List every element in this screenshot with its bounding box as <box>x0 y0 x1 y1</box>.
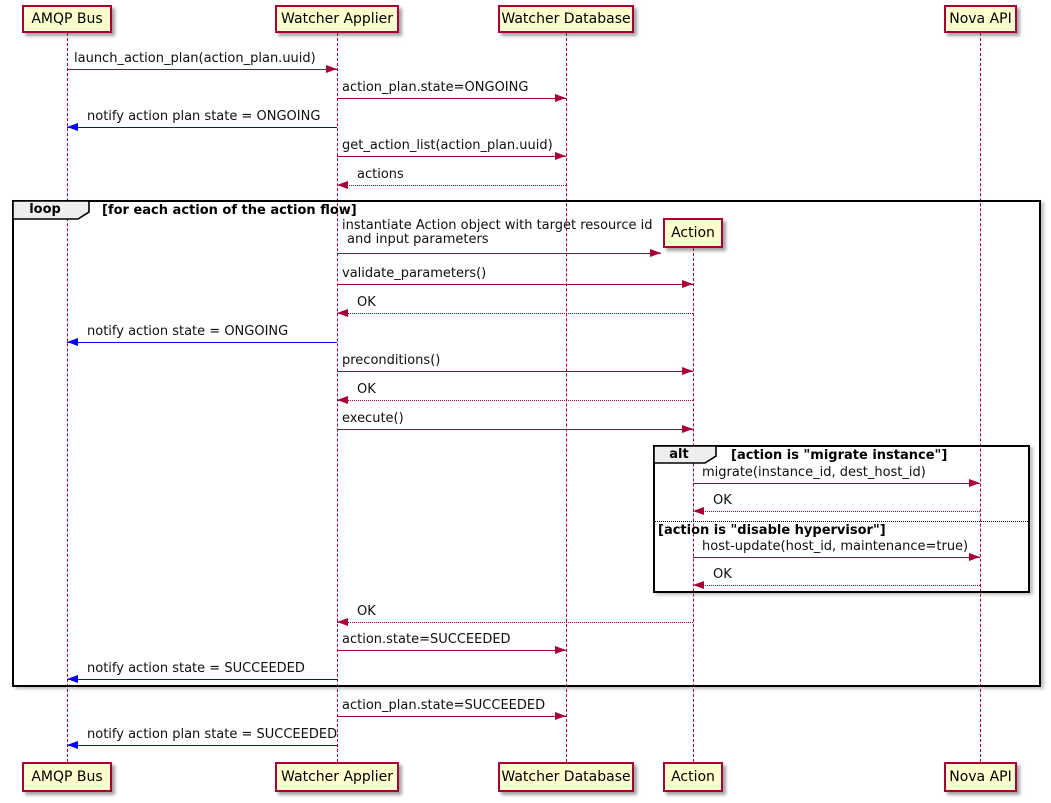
message-label: migrate(instance_id, dest_host_id) <box>702 465 926 480</box>
participant-watcher-database: Watcher Database <box>498 5 634 33</box>
participant-watcher-database: Watcher Database <box>498 762 634 792</box>
message-line <box>337 98 566 99</box>
message-label: OK <box>713 493 732 508</box>
arrowhead-left-icon <box>337 618 348 626</box>
message-line <box>337 253 661 254</box>
fragment-loop <box>12 200 1041 687</box>
arrowhead-left-icon <box>693 507 704 515</box>
alt-divider <box>655 521 1028 522</box>
alt-guard-disable: [action is "disable hypervisor"] <box>658 523 886 538</box>
message-line <box>337 650 566 651</box>
arrowhead-right-icon <box>969 553 980 561</box>
message-line <box>337 156 566 157</box>
message-label: notify action plan state = SUCCEEDED <box>87 727 338 742</box>
arrowhead-right-icon <box>682 367 693 375</box>
message-label: notify action state = ONGOING <box>87 324 289 339</box>
message-label: validate_parameters() <box>342 266 487 281</box>
message-line <box>337 371 693 372</box>
arrowhead-right-icon <box>682 425 693 433</box>
message-line <box>337 185 566 186</box>
message-line <box>337 400 693 401</box>
message-label: OK <box>713 567 732 582</box>
participant-nova-api: Nova API <box>944 5 1017 33</box>
message-line <box>67 745 337 746</box>
message-label: actions <box>357 167 404 182</box>
message-line <box>67 127 337 128</box>
message-label: launch_action_plan(action_plan.uuid) <box>74 51 316 66</box>
arrowhead-left-icon <box>337 309 348 317</box>
arrowhead-left-icon <box>693 581 704 589</box>
participant-action: Action <box>663 218 723 248</box>
arrowhead-left-icon <box>337 396 348 404</box>
arrowhead-right-icon <box>555 94 566 102</box>
alt-operator-label: alt <box>669 447 689 462</box>
message-label: OK <box>357 382 376 397</box>
arrowhead-right-icon <box>555 646 566 654</box>
message-label: notify action plan state = ONGOING <box>87 109 321 124</box>
message-label: action.state=SUCCEEDED <box>342 632 511 647</box>
arrowhead-right-icon <box>555 152 566 160</box>
message-line <box>693 483 980 484</box>
message-line <box>337 716 566 717</box>
message-line <box>67 342 337 343</box>
message-line <box>337 313 693 314</box>
arrowhead-left-icon <box>67 741 78 749</box>
alt-guard-migrate: [action is "migrate instance"] <box>731 448 948 463</box>
message-line <box>337 429 693 430</box>
message-label: action_plan.state=ONGOING <box>342 80 529 95</box>
message-label: OK <box>357 295 376 310</box>
arrowhead-left-icon <box>67 123 78 131</box>
participant-watcher-applier: Watcher Applier <box>275 5 399 33</box>
message-line <box>337 622 693 623</box>
message-label: preconditions() <box>342 353 441 368</box>
participant-amqp-bus: AMQP Bus <box>22 5 112 33</box>
message-label: OK <box>357 604 376 619</box>
arrowhead-left-icon <box>337 181 348 189</box>
arrowhead-left-icon <box>67 338 78 346</box>
message-label: get_action_list(action_plan.uuid) <box>342 138 553 153</box>
participant-amqp-bus: AMQP Bus <box>22 762 112 792</box>
arrowhead-right-icon <box>969 479 980 487</box>
loop-operator-label: loop <box>29 202 61 217</box>
message-line <box>693 557 980 558</box>
message-label: instantiate Action object with target resource id <box>342 218 653 233</box>
participant-action: Action <box>663 762 723 792</box>
arrowhead-left-icon <box>67 675 78 683</box>
message-label: and input parameters <box>347 232 489 247</box>
arrowhead-right-icon <box>326 65 337 73</box>
arrowhead-right-icon <box>650 249 661 257</box>
message-line <box>67 69 337 70</box>
message-line <box>693 511 980 512</box>
message-line <box>693 585 980 586</box>
participant-nova-api: Nova API <box>944 762 1017 792</box>
message-line <box>337 284 693 285</box>
arrowhead-right-icon <box>555 712 566 720</box>
message-label: host-update(host_id, maintenance=true) <box>702 539 969 554</box>
participant-watcher-applier: Watcher Applier <box>275 762 399 792</box>
message-line <box>67 679 337 680</box>
message-label: action_plan.state=SUCCEEDED <box>342 698 546 713</box>
arrowhead-right-icon <box>682 280 693 288</box>
loop-guard: [for each action of the action flow] <box>102 203 357 218</box>
message-label: notify action state = SUCCEEDED <box>87 661 305 676</box>
message-label: execute() <box>342 411 404 426</box>
